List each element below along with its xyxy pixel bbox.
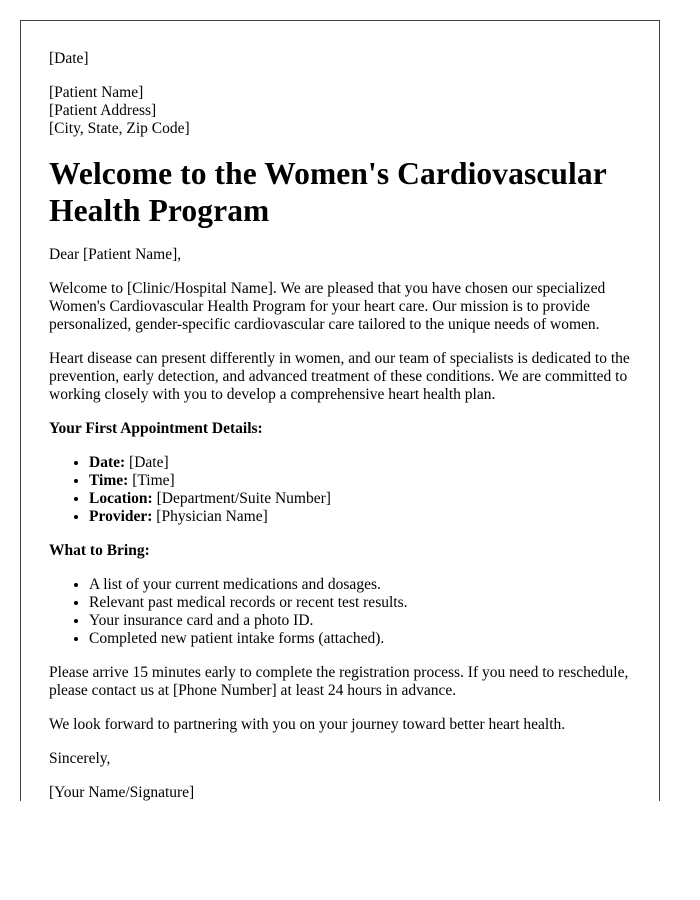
appointment-date-value: [Date] [125, 454, 169, 471]
appointment-location-label: Location: [89, 490, 153, 507]
arrival-note: Please arrive 15 minutes early to complete the registration process. If you need to reschedule, please contact us at [Phone Number] at least 24 hours in advance. [49, 664, 629, 699]
mission-paragraph: Heart disease can present differently in women, and our team of specialists is dedicated to the prevention, early detection, and advanced treatment of these conditions. We are committed to working closely with you to develop a comprehensive heart health plan. [49, 350, 630, 403]
appointment-provider-value: [Physician Name] [152, 508, 268, 525]
appointment-date-label: Date: [89, 454, 126, 471]
appointment-provider-label: Provider: [89, 508, 153, 525]
bring-item: • Your insurance card and a photo ID. [89, 612, 639, 630]
recipient-city-state-zip: [City, State, Zip Code] [49, 120, 190, 137]
salutation: Dear [Patient Name], [49, 246, 182, 263]
appointment-time-value: [Time] [128, 472, 175, 489]
recipient-address: [Patient Address] [49, 102, 157, 119]
closing-line: We look forward to partnering with you on your journey toward better heart health. [49, 716, 566, 733]
appointment-details-list [49, 454, 639, 526]
letter-title: Welcome to the Women's Cardiovascular Health Program [49, 156, 607, 228]
bring-item: • A list of your current medications and dosages. [89, 576, 639, 594]
recipient-name: [Patient Name] [49, 84, 144, 101]
appointment-item-date [89, 454, 639, 472]
sign-off: Sincerely, [49, 750, 111, 767]
recipient-address-block [49, 84, 639, 138]
signature: [Your Name/Signature] [49, 784, 195, 801]
appointment-item-provider [89, 508, 639, 526]
letter-content [49, 50, 639, 801]
bring-item: • Completed new patient intake forms (attached). [89, 630, 639, 648]
bring-item: • Relevant past medical records or recent test results. [89, 594, 639, 612]
bring-heading: What to Bring: [49, 542, 150, 559]
letter-date [49, 50, 639, 68]
intro-paragraph: Welcome to [Clinic/Hospital Name]. We are pleased that you have chosen our specialized Women's Cardiovascular Health Program for your heart care. Our mission is to provide personalized, gender-specific cardiovascular care tailored to the unique needs of women. [49, 280, 606, 333]
appointment-item-time [89, 472, 639, 490]
date-text: [Date] [49, 50, 89, 67]
appointment-time-label: Time: [89, 472, 129, 489]
what-to-bring-list [49, 576, 639, 648]
appointment-heading: Your First Appointment Details: [49, 420, 263, 437]
letter-page [20, 20, 660, 801]
appointment-item-location [89, 490, 639, 508]
appointment-location-value: [Department/Suite Number] [152, 490, 331, 507]
